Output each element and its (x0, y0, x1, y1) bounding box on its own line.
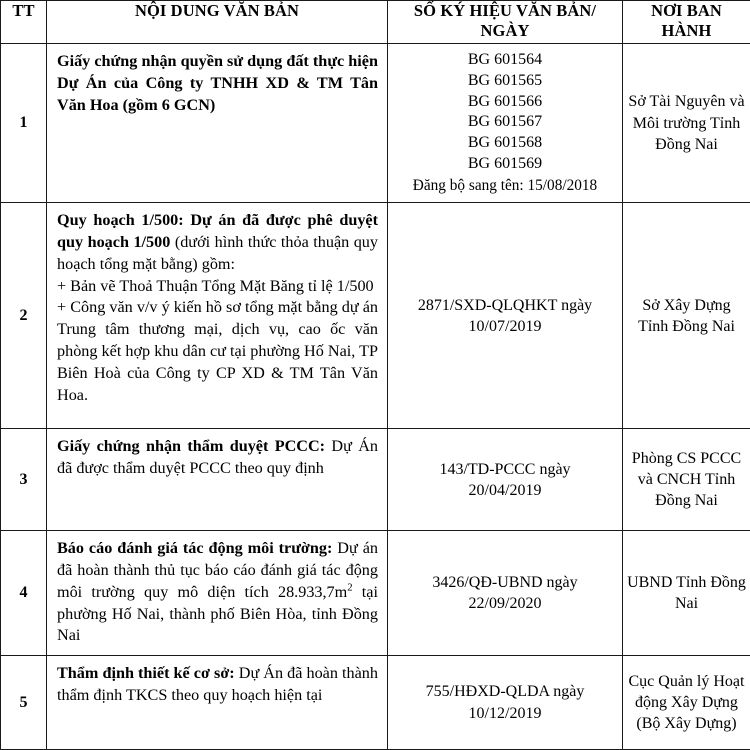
column-header-noi-ban-hanh-line2: HÀNH (662, 21, 712, 40)
row-content-bold: Báo cáo đánh giá tác động môi trường: (57, 539, 332, 557)
row-content-paragraph (57, 538, 378, 647)
row-number: 3 (1, 429, 47, 531)
row-document-number (388, 531, 623, 656)
table-row (1, 656, 750, 750)
row-content (47, 203, 388, 429)
row-content-paragraph (57, 51, 378, 116)
row-number: 2 (1, 203, 47, 429)
row-document-number (388, 203, 623, 429)
list-item: BG 601564 (393, 50, 617, 71)
row-issuer: Phòng CS PCCC và CNCH Tỉnh Đồng Nai (623, 429, 750, 531)
row-number: 5 (1, 656, 47, 750)
column-header-noi-dung: NỘI DUNG VĂN BẢN (47, 1, 388, 44)
table-row (1, 203, 750, 429)
row-issuer: Cục Quản lý Hoạt động Xây Dựng (Bộ Xây Dựng) (623, 656, 750, 750)
row-content (47, 531, 388, 656)
row-content (47, 656, 388, 750)
row-content-bullet-1: + Bản vẽ Thoả Thuận Tổng Mặt Băng tỉ lệ 1/500 (57, 276, 378, 298)
document-number-line1: 755/HĐXD-QLDA ngày (426, 683, 585, 700)
table-header (1, 1, 750, 44)
table-row (1, 44, 750, 203)
document-number-line1: 143/TD-PCCC ngày (439, 461, 570, 478)
row-content-regular: (dưới hình thức thỏa thuận quy hoạch tổng mặt bằng) gồm: (57, 233, 378, 273)
table-body (1, 44, 750, 750)
row-content (47, 429, 388, 531)
header-row (1, 1, 750, 44)
row-content-bold: Thẩm định thiết kế cơ sở: (57, 664, 235, 682)
list-item: BG 601569 (393, 154, 617, 175)
list-item: BG 601567 (393, 112, 617, 133)
row-content-regular: Dự Án đã hoàn thành thẩm định TKCS theo quy hoạch hiện tại (57, 664, 378, 704)
registration-note: Đăng bộ sang tên: 15/08/2018 (393, 176, 617, 196)
row-content-bold: Giấy chứng nhận thẩm duyệt PCCC: (57, 437, 325, 455)
row-document-number (388, 429, 623, 531)
row-document-number (388, 44, 623, 203)
row-number: 1 (1, 44, 47, 203)
row-content (47, 44, 388, 203)
row-content-bold: Quy hoạch 1/500: Dự án đã được phê duyệt quy hoạch 1/500 (57, 211, 378, 251)
row-number: 4 (1, 531, 47, 656)
document-number-line1: 2871/SXD-QLQHKT ngày (418, 297, 592, 314)
document-number-line2: 20/04/2019 (469, 482, 542, 499)
column-header-so-ky-hieu (388, 1, 623, 44)
row-content-regular: Dự Án đã được thẩm duyệt PCCC theo quy định (57, 437, 378, 477)
row-content-paragraph (57, 210, 378, 275)
document-number-line1: 3426/QĐ-UBND ngày (432, 574, 577, 591)
column-header-so-ky-hieu-line1: SỐ KÝ HIỆU VĂN BẢN/ (414, 1, 596, 20)
column-header-tt: TT (1, 1, 47, 44)
row-content-paragraph (57, 436, 378, 480)
column-header-so-ky-hieu-line2: NGÀY (481, 21, 530, 40)
list-item: BG 601568 (393, 133, 617, 154)
document-number-list (393, 50, 617, 175)
row-issuer: Sở Xây Dựng Tỉnh Đồng Nai (623, 203, 750, 429)
row-issuer: Sở Tài Nguyên và Môi trường Tỉnh Đồng Nai (623, 44, 750, 203)
document-number-line2: 10/12/2019 (469, 705, 542, 722)
row-content-bold: Giấy chứng nhận quyền sử dụng đất thực hiện Dự Án của Công ty TNHH XD & TM Tân Văn Hoa (gồm 6 GCN) (57, 52, 378, 114)
document-number-line2: 10/07/2019 (469, 318, 542, 335)
area-unit-superscript: 2 (347, 581, 352, 593)
row-content-regular-a: Dự án đã hoàn thành thủ tục báo cáo đánh giá tác động môi trường quy mô diện tích 28.933,7m (57, 539, 378, 601)
document-number-line2: 22/09/2020 (469, 595, 542, 612)
table-row (1, 531, 750, 656)
row-content-paragraph (57, 663, 378, 707)
row-document-number (388, 656, 623, 750)
list-item: BG 601566 (393, 92, 617, 113)
row-content-regular-b: tại phường Hố Nai, thành phố Biên Hòa, tỉnh Đồng Nai (57, 583, 378, 645)
table-row (1, 429, 750, 531)
column-header-noi-ban-hanh-line1: NƠI BAN (651, 1, 722, 20)
list-item: BG 601565 (393, 71, 617, 92)
row-content-bullet-2: + Công văn v/v ý kiến hồ sơ tổng mặt bằng dự án Trung tâm thương mại, dịch vụ, cao ốc văn phòng kết hợp khu dân cư tại phường Hố Nai, TP Biên Hoà của Công ty CP XD & TM Tân Văn Hoa. (57, 297, 378, 406)
column-header-noi-ban-hanh (623, 1, 750, 44)
row-issuer: UBND Tỉnh Đồng Nai (623, 531, 750, 656)
